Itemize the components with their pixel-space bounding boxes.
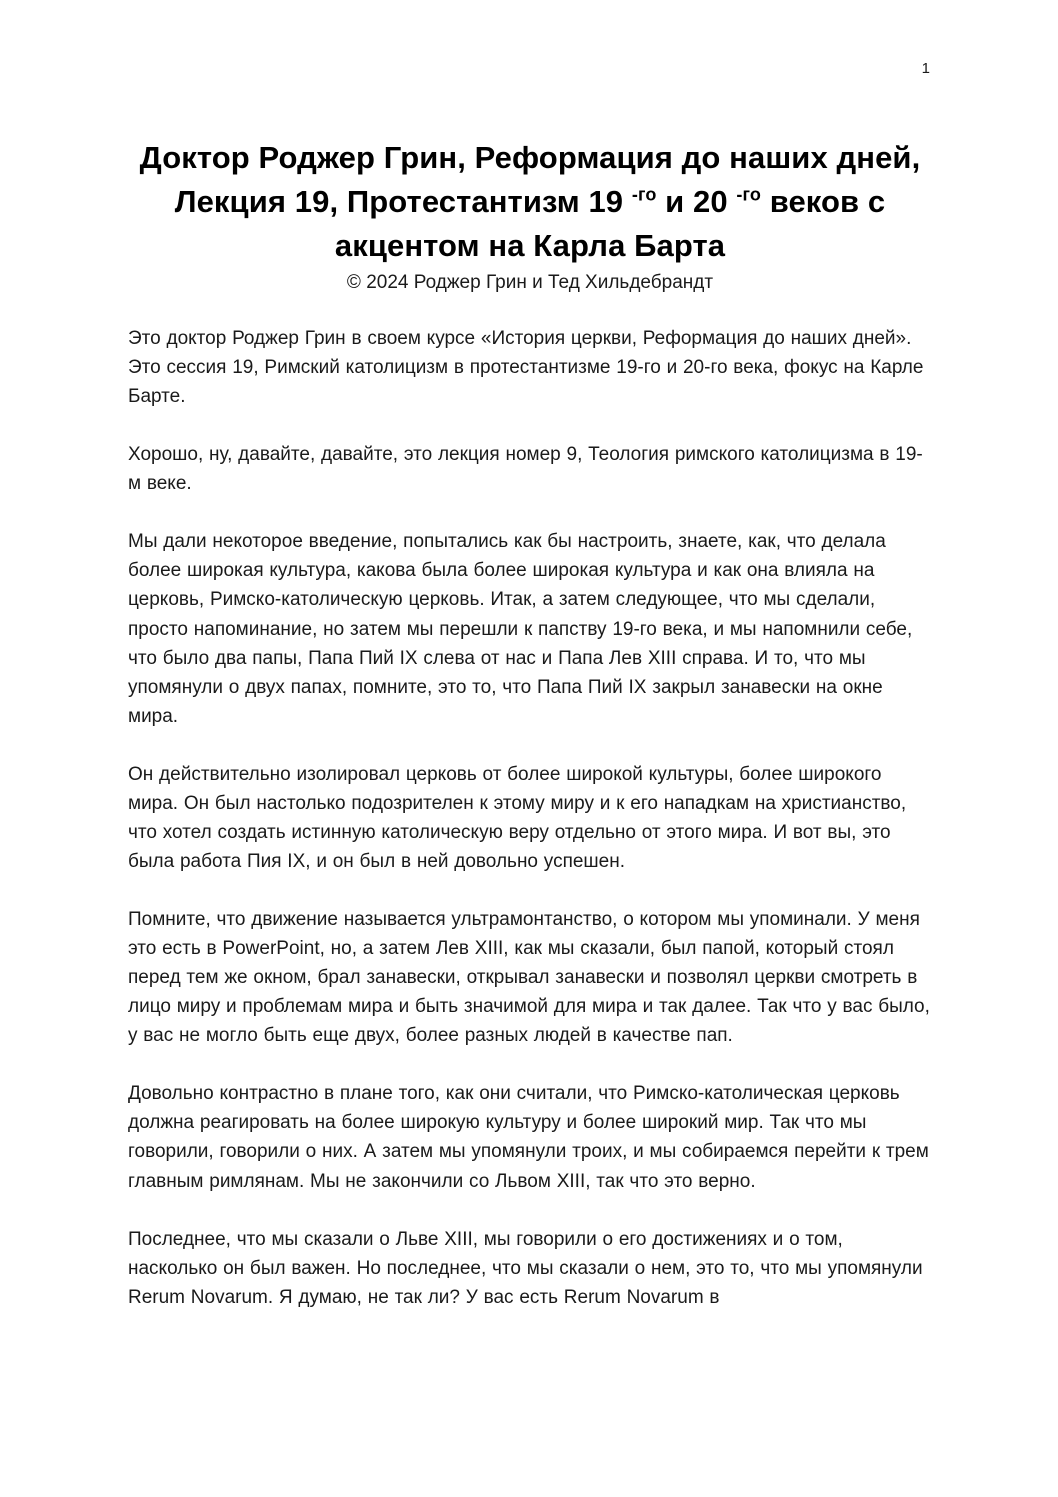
- paragraph: Довольно контрастно в плане того, как они считали, что Римско-католическая церковь должна реагировать на более широкую культуру и более широкий мир. Так что мы говорили, говорили о них. А затем мы упомянули троих, и мы собираемся перейти к трем главным римлянам. Мы не закончили со Львом XIII, так что это верно.: [128, 1083, 929, 1192]
- paragraph: Последнее, что мы сказали о Льве XIII, мы говорили о его достижениях и о том, насколько он был важен. Но последнее, что мы сказали о нем, это то, что мы упомянули Rerum Novarum. Я думаю, не так ли? У вас есть Rerum Novarum в: [128, 1228, 923, 1308]
- title-text-1: Доктор Роджер Грин, Реформация до наших дней, Лекция 19, Протестантизм 19: [139, 140, 921, 220]
- title-text-2: и 20: [656, 184, 737, 220]
- title-superscript-ordinal-2: -го: [736, 184, 761, 205]
- copyright-line: © 2024 Роджер Грин и Тед Хильдебрандт: [346, 272, 714, 294]
- document-title: [128, 136, 932, 268]
- paragraph: Помните, что движение называется ультрамонтанство, о котором мы упоминали. У меня это есть в PowerPoint, но, а затем Лев XIII, как мы сказали, был папой, который стоял перед тем же окном, брал занавески, открывал занавески и позволял церкви смотреть в лицо миру и проблемам мира и быть значимой для мира и так далее. Так что у вас было, у вас не могло быть еще двух, более разных людей в качестве пап.: [128, 909, 930, 1047]
- title-text-3: веков с акцентом на Карла Барта: [334, 184, 886, 264]
- paragraph: Хорошо, ну, давайте, давайте, это лекция номер 9, Теология римского католицизма в 19-м веке.: [128, 444, 923, 495]
- paragraph: Мы дали некоторое введение, попытались как бы настроить, знаете, как, что делала более широкая культура, какова была более широкая культура и как она влияла на церковь, Римско-католическую церковь. Итак, а затем следующее, что мы сделали, просто напоминание, но затем мы перешли к папству 19-го века, и мы напомнили себе, что было два папы, Папа Пий IX слева от нас и Папа Лев XIII справа. И то, что мы упомянули о двух папах, помните, это то, что Папа Пий IX закрыл занавески на окне мира.: [128, 531, 913, 727]
- title-superscript-ordinal-1: -го: [631, 184, 657, 205]
- page-number: 1: [921, 60, 930, 77]
- paragraph: Это доктор Роджер Грин в своем курсе «История церкви, Реформация до наших дней». Это сессия 19, Римский католицизм в протестантизме 19-го и 20-го века, фокус на Карле Барте.: [128, 328, 924, 408]
- paragraph: Он действительно изолировал церковь от более широкой культуры, более широкого мира. Он был настолько подозрителен к этому миру и к его нападкам на христианство, что хотел создать истинную католическую веру отдельно от этого мира. И вот вы, это была работа Пия IX, и он был в ней довольно успешен.: [128, 763, 907, 872]
